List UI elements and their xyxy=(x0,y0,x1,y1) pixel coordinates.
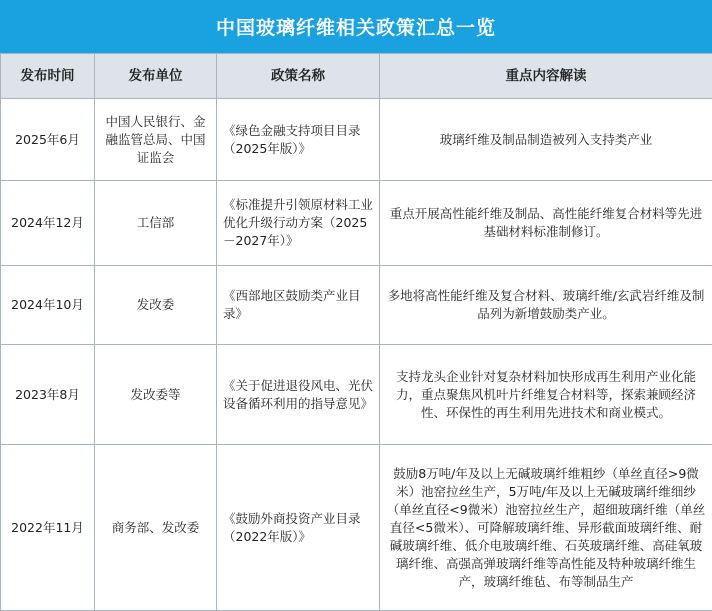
cell-time: 2023年8月 xyxy=(1,345,95,445)
cell-unit: 工信部 xyxy=(95,181,217,266)
table-row xyxy=(1,266,712,345)
cell-policy-name: 《西部地区鼓励类产业目录》 xyxy=(217,266,380,345)
cell-content: 玻璃纤维及制品制造被列入支持类产业 xyxy=(380,99,712,181)
cell-policy-name: 《绿色金融支持项目目录（2025年版）》 xyxy=(217,99,380,181)
cell-unit: 中国人民银行、金融监管总局、中国证监会 xyxy=(95,99,217,181)
page-title: 中国玻璃纤维相关政策汇总一览 xyxy=(0,0,712,53)
header-content: 重点内容解读 xyxy=(380,54,712,99)
header-unit: 发布单位 xyxy=(95,54,217,99)
cell-policy-name: 《关于促进退役风电、光伏设备循环利用的指导意见》 xyxy=(217,345,380,445)
cell-policy-name: 《标准提升引领原材料工业优化升级行动方案（2025－2027年）》 xyxy=(217,181,380,266)
cell-content: 多地将高性能纤维及复合材料、玻璃纤维/玄武岩纤维及制品列为新增鼓励类产业。 xyxy=(380,266,712,345)
policy-table xyxy=(0,53,712,611)
cell-time: 2024年12月 xyxy=(1,181,95,266)
cell-unit: 发改委等 xyxy=(95,345,217,445)
table-row xyxy=(1,181,712,266)
cell-policy-name: 《鼓励外商投资产业目录（2022年版）》 xyxy=(217,445,380,611)
table-row xyxy=(1,445,712,611)
cell-unit: 商务部、发改委 xyxy=(95,445,217,611)
cell-time: 2025年6月 xyxy=(1,99,95,181)
header-name: 政策名称 xyxy=(217,54,380,99)
cell-content: 鼓励8万吨/年及以上无碱玻璃纤维粗纱（单丝直径>9微米）池窑拉丝生产，5万吨/年及以上无碱玻璃纤维细纱（单丝直径<9微米）池窑拉丝生产，超细玻璃纤维（单丝直径<5微米）、可降解玻璃纤维、异形截面玻璃纤维、耐碱玻璃纤维、低介电玻璃纤维、石英玻璃纤维、高硅氧玻璃纤维、高强高弹玻璃纤维等高性能及特种玻璃纤维生产，玻璃纤维毡、布等制品生产 xyxy=(380,445,712,611)
table-row xyxy=(1,99,712,181)
cell-time: 2024年10月 xyxy=(1,266,95,345)
table-header-row xyxy=(1,54,712,99)
cell-content: 支持龙头企业针对复杂材料加快形成再生利用产业化能力，重点聚焦风机叶片纤维复合材料等，探索兼顾经济性、环保性的再生利用先进技术和商业模式。 xyxy=(380,345,712,445)
header-time: 发布时间 xyxy=(1,54,95,99)
cell-time: 2022年11月 xyxy=(1,445,95,611)
cell-unit: 发改委 xyxy=(95,266,217,345)
table-row xyxy=(1,345,712,445)
cell-content: 重点开展高性能纤维及制品、高性能纤维复合材料等先进基础材料标准制修订。 xyxy=(380,181,712,266)
